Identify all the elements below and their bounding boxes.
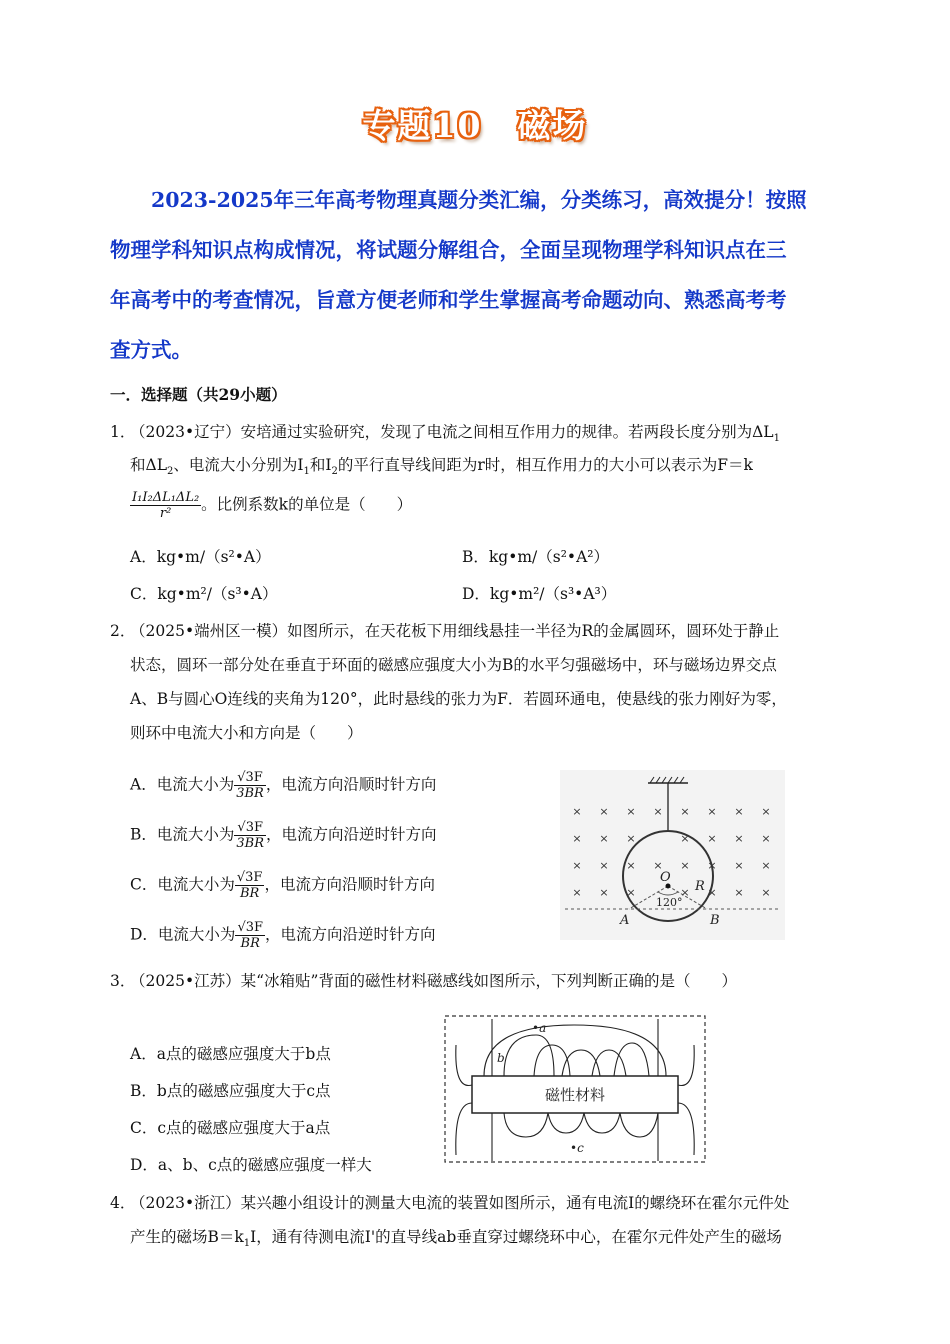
q2-line-1: （2025•端州区一模）如图所示，在天花板下用细线悬挂一半径为R的金属圆环，圆环处于静止 — [130, 622, 780, 640]
svg-text:×: × — [626, 832, 636, 845]
q2-option-c[interactable]: C．电流大小为 $\frac{√3F}{BR}$ ，电流方向沿顺时针方向 — [130, 870, 435, 901]
q2-option-b[interactable]: B．电流大小为 $\frac{√3F}{3BR}$ ，电流方向沿逆时针方向 — [130, 820, 437, 851]
svg-text:×: × — [680, 805, 690, 818]
q2-option-d[interactable]: D．电流大小为 $\frac{√3F}{BR}$ ，电流方向沿逆时针方向 — [130, 920, 436, 951]
svg-text:×: × — [599, 832, 609, 845]
svg-text:×: × — [599, 859, 609, 872]
svg-text:×: × — [680, 886, 690, 899]
label-c: •c — [570, 1141, 584, 1155]
q1-option-b[interactable]: B．kg•m/（s²•A²） — [462, 548, 609, 566]
svg-text:×: × — [653, 859, 663, 872]
q3-option-d[interactable]: D．a、b、c点的磁感应强度一样大 — [130, 1156, 372, 1174]
svg-text:×: × — [761, 859, 771, 872]
q1-option-a[interactable]: A．kg•m/（s²•A） — [130, 548, 271, 566]
svg-text:×: × — [761, 832, 771, 845]
intro-line-2: 物理学科知识点构成情况，将试题分解组合，全面呈现物理学科知识点在三 — [110, 238, 787, 262]
svg-text:×: × — [626, 859, 636, 872]
svg-text:×: × — [680, 832, 690, 845]
svg-text:×: × — [599, 886, 609, 899]
label-b: b — [497, 1051, 505, 1065]
q3-option-a[interactable]: A．a点的磁感应强度大于b点 — [130, 1045, 331, 1063]
q3-option-c[interactable]: C．c点的磁感应强度大于a点 — [130, 1119, 331, 1137]
q1-line-3: $\frac{\text{I₁I₂ΔL₁ΔL₂}}{\text{r²}}$ 。比例系数k的单位是（ ） — [132, 490, 413, 521]
page-title: 专题10 磁场 — [362, 106, 588, 145]
q3-number: 3． — [110, 972, 136, 990]
svg-text:×: × — [734, 886, 744, 899]
svg-text:×: × — [626, 886, 636, 899]
q3-field-lines-figure — [444, 1015, 706, 1163]
label-a: A — [620, 913, 630, 928]
q2-line-3: A、B与圆心O连线的夹角为120°，此时悬线的张力为F．若圆环通电，使悬线的张力刚好为零， — [130, 690, 787, 708]
svg-text:×: × — [734, 859, 744, 872]
svg-text:×: × — [707, 805, 717, 818]
q2-number: 2． — [110, 622, 136, 640]
svg-text:×: × — [707, 859, 717, 872]
svg-text:×: × — [680, 859, 690, 872]
q1-formula: $\frac{\text{I₁I₂ΔL₁ΔL₂}}{\text{r²}}$ — [132, 490, 200, 521]
svg-text:×: × — [761, 805, 771, 818]
label-o: O — [660, 870, 671, 885]
svg-text:×: × — [599, 805, 609, 818]
svg-text:×: × — [572, 805, 582, 818]
svg-text:×: × — [626, 805, 636, 818]
q1-line-1: （2023•辽宁）安培通过实验研究，发现了电流之间相互作用力的规律。若两段长度分别为$\Delta L_1$ — [130, 423, 780, 445]
svg-text:×: × — [734, 805, 744, 818]
q1-option-d[interactable]: D．kg•m²/（s³•A³） — [462, 585, 617, 603]
svg-text:×: × — [707, 832, 717, 845]
section-title: 一．选择题（共29小题） — [110, 385, 287, 404]
q3-option-b[interactable]: B．b点的磁感应强度大于c点 — [130, 1082, 331, 1100]
svg-text:×: × — [572, 859, 582, 872]
q2-line-2: 状态，圆环一部分处在垂直于环面的磁感应强度大小为B的水平匀强磁场中，环与磁场边界交点 — [130, 656, 777, 674]
q2-line-4: 则环中电流大小和方向是（ ） — [130, 724, 363, 742]
svg-text:×: × — [572, 832, 582, 845]
q2-option-a[interactable]: A．电流大小为 $\frac{√3F}{3BR}$ ，电流方向沿顺时针方向 — [130, 770, 437, 801]
q1-number: 1． — [110, 423, 136, 441]
label-a: •a — [532, 1021, 547, 1035]
intro-line-1: 2023-2025年三年高考物理真题分类汇编，分类练习，高效提分！按照 — [151, 188, 807, 212]
magnet-label: 磁性材料 — [544, 1086, 606, 1104]
label-b: B — [710, 913, 720, 928]
label-angle: 120° — [656, 896, 683, 909]
intro-line-4: 查方式。 — [110, 338, 192, 362]
q1-line-2: 和$\Delta L_2$、电流大小分别为$I_1$和$I_2$的平行直导线间距为r时，相互作用力的大小可以表示为F＝k — [130, 456, 753, 478]
svg-text:×: × — [572, 886, 582, 899]
q1-option-c[interactable]: C．kg•m²/（s³•A） — [130, 585, 278, 603]
q4-line-1: （2023•浙江）某兴趣小组设计的测量大电流的装置如图所示，通有电流I的螺绕环在霍尔元件处 — [130, 1194, 790, 1212]
q3-line-1: （2025•江苏）某“冰箱贴”背面的磁性材料磁感线如图所示，下列判断正确的是（ ） — [130, 972, 737, 990]
svg-text:×: × — [734, 832, 744, 845]
svg-text:×: × — [707, 886, 717, 899]
q4-line-2: 产生的磁场$B=k_1I$，通有待测电流I'的直导线ab垂直穿过螺绕环中心，在霍尔元件处产生的磁场 — [130, 1228, 782, 1250]
svg-text:×: × — [653, 805, 663, 818]
intro-line-3: 年高考中的考查情况，旨意方便老师和学生掌握高考命题动向、熟悉高考考 — [110, 288, 787, 312]
svg-text:×: × — [761, 886, 771, 899]
q4-number: 4． — [110, 1194, 136, 1212]
q2-ring-figure — [560, 770, 785, 940]
label-r: R — [695, 879, 705, 894]
